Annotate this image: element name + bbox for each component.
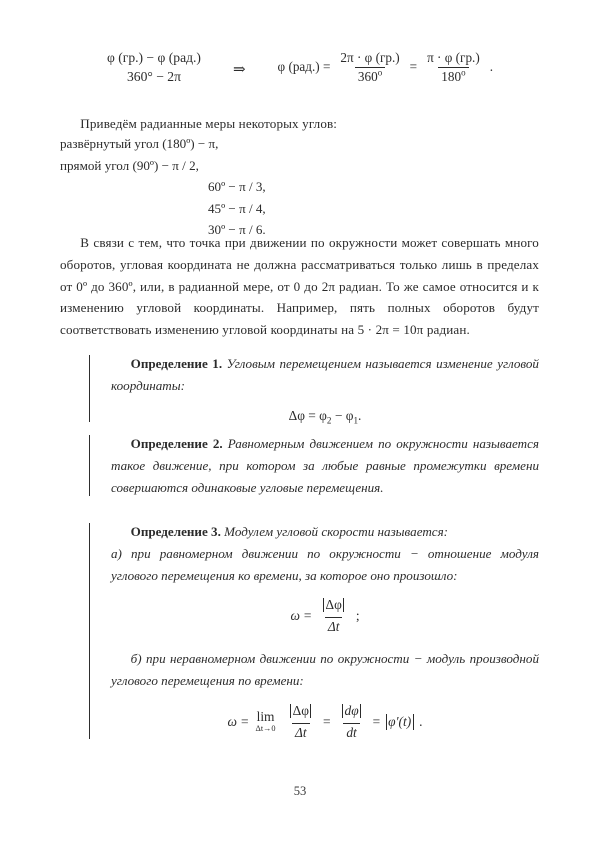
- limit-label: lim: [256, 709, 275, 725]
- fraction-denominator: Δt: [292, 723, 310, 741]
- fraction-numerator: [318, 597, 348, 617]
- fraction-pi-over-180: [424, 50, 483, 85]
- proportion-left: [107, 48, 201, 87]
- absolute-value-group: [289, 703, 313, 719]
- definition-3-label: Определение 3.: [130, 524, 221, 539]
- definition-3-body: Модулем угловой скорости называется:: [220, 524, 449, 539]
- fraction-numerator: π · φ (гр.): [427, 49, 480, 65]
- fraction-denominator: [355, 67, 385, 85]
- subscript-2: 2: [326, 415, 332, 426]
- formula-angular-displacement: [111, 408, 539, 424]
- equals-sign: =: [409, 59, 418, 75]
- subscript-1: 1: [353, 415, 359, 426]
- equals-sign: =: [240, 713, 249, 729]
- formula-degree-radian-proportion: [0, 48, 600, 87]
- abs-bar-left: [386, 714, 387, 730]
- fraction-denominator: [438, 67, 468, 85]
- angle-list-item: 60º − π / 3,: [208, 179, 266, 195]
- equals-sign-2: =: [322, 713, 331, 729]
- minus-phi: − φ: [331, 407, 354, 423]
- fraction-numerator: [338, 703, 366, 723]
- formula-angular-speed-uniform: [111, 597, 539, 635]
- abs-bar-left: [323, 598, 324, 612]
- denominator-base: 360: [357, 68, 378, 84]
- proportion-left-numerator: φ (гр.) − φ (рад.): [106, 50, 201, 65]
- abs-bar-right: [343, 598, 344, 612]
- fraction-abs-delta-phi-over-delta-t: [286, 703, 316, 741]
- fraction-denominator: dt: [343, 723, 359, 741]
- fraction-numerator: [286, 703, 316, 723]
- spacer: [111, 397, 539, 408]
- angles-intro-paragraph: Приведём радианные меры некоторых углов:: [80, 116, 338, 131]
- paragraph-many-rotations: В связи с тем, что точка при движении по окружности может совершать много оборотов, угловая координата не должна рассматриваться только лишь в пределах от 0º до 360º, или, в радианной мере, от 0 до 2π радиан. То же самое относится и к изменению угловой координаты. Например, пять полных оборотов будут соответствовать изменению угловой координаты на 5 · 2π = 10π радиан.: [60, 235, 539, 338]
- definition-3-item-a: а) при равномерном движении по окружности − отношение модуля углового перемещения ко времени, за которое оно произошло:: [111, 545, 539, 583]
- absolute-value-group: [321, 597, 345, 613]
- definition-block-1: [89, 353, 539, 424]
- denominator-base: 180: [441, 68, 462, 84]
- spacer: [111, 586, 539, 597]
- fraction-abs-d-phi-over-dt: [338, 703, 366, 741]
- trailing-period: .: [419, 713, 423, 729]
- omega-symbol: ω: [227, 713, 237, 729]
- page-number: 53: [293, 784, 307, 798]
- proportion-right: [278, 50, 494, 85]
- formula-angular-speed-derivative: [111, 703, 539, 741]
- spacer: [111, 635, 539, 648]
- abs-bar-right: [310, 704, 311, 718]
- definition-1-label: Определение 1.: [130, 356, 223, 371]
- abs-bar-left: [342, 704, 343, 718]
- definition-1-text: [111, 353, 539, 397]
- abs-bar-right: [360, 704, 361, 718]
- definition-3-text: [111, 521, 539, 543]
- degree-superscript: o: [461, 67, 466, 78]
- omega-symbol: ω: [290, 608, 300, 624]
- fraction-abs-delta-phi-over-delta-t: [318, 597, 348, 635]
- proportion-left-denominator: 360° − 2π: [126, 69, 181, 85]
- trailing-semicolon: ;: [355, 608, 360, 624]
- angle-list-item: развёрнутый угол (180º) − π,: [60, 136, 219, 151]
- angle-radian-list: [60, 133, 492, 241]
- delta-phi-lhs: Δφ = φ: [288, 407, 327, 423]
- degree-superscript: o: [377, 67, 383, 78]
- abs-bar-right: [413, 714, 414, 730]
- delta-phi: Δφ: [325, 597, 342, 613]
- implies-arrow-icon: ⇒: [232, 61, 246, 78]
- radian-lhs: φ (рад.) =: [277, 59, 331, 75]
- angle-list-item: прямой угол (90º) − π / 2,: [60, 157, 199, 173]
- definition-2-label: Определение 2.: [130, 436, 223, 451]
- angle-list-item: 45º − π / 4,: [208, 200, 266, 216]
- absolute-value-derivative: [384, 713, 415, 731]
- limit-subscript: Δt→0: [255, 724, 276, 734]
- definition-block-3: [89, 521, 539, 741]
- definition-3-item-b: б) при неравномерном движении по окружности − модуль производной углового перемещения по времени:: [111, 651, 539, 689]
- equals-sign-3: =: [372, 713, 381, 729]
- d-phi: dφ: [344, 702, 359, 718]
- definition-1-body: Угловым перемещением называется изменение угловой координаты:: [111, 356, 539, 393]
- absolute-value-group: [341, 703, 363, 719]
- delta-phi: Δφ: [292, 702, 309, 718]
- trailing-period: .: [489, 59, 494, 75]
- fraction-2pi-over-360: [337, 50, 402, 85]
- angle-list-item: 30º − π / 6.: [208, 222, 266, 238]
- phi-prime-of-t: φ′(t): [388, 713, 412, 729]
- limit-operator: [256, 710, 276, 734]
- definition-2-text: [111, 433, 539, 498]
- fraction-numerator: 2π · φ (гр.): [340, 49, 400, 65]
- definition-block-2: [89, 433, 539, 498]
- fraction-denominator: Δt: [325, 617, 343, 635]
- equals-sign: =: [303, 608, 312, 624]
- abs-bar-left: [290, 704, 291, 718]
- definition-2-body: Равномерным движением по окружности называется такое движение, при котором за любые равные промежутки времени совершаются одинаковые угловые перемещения.: [111, 436, 539, 495]
- spacer: [111, 692, 539, 703]
- trailing-period: .: [358, 407, 362, 423]
